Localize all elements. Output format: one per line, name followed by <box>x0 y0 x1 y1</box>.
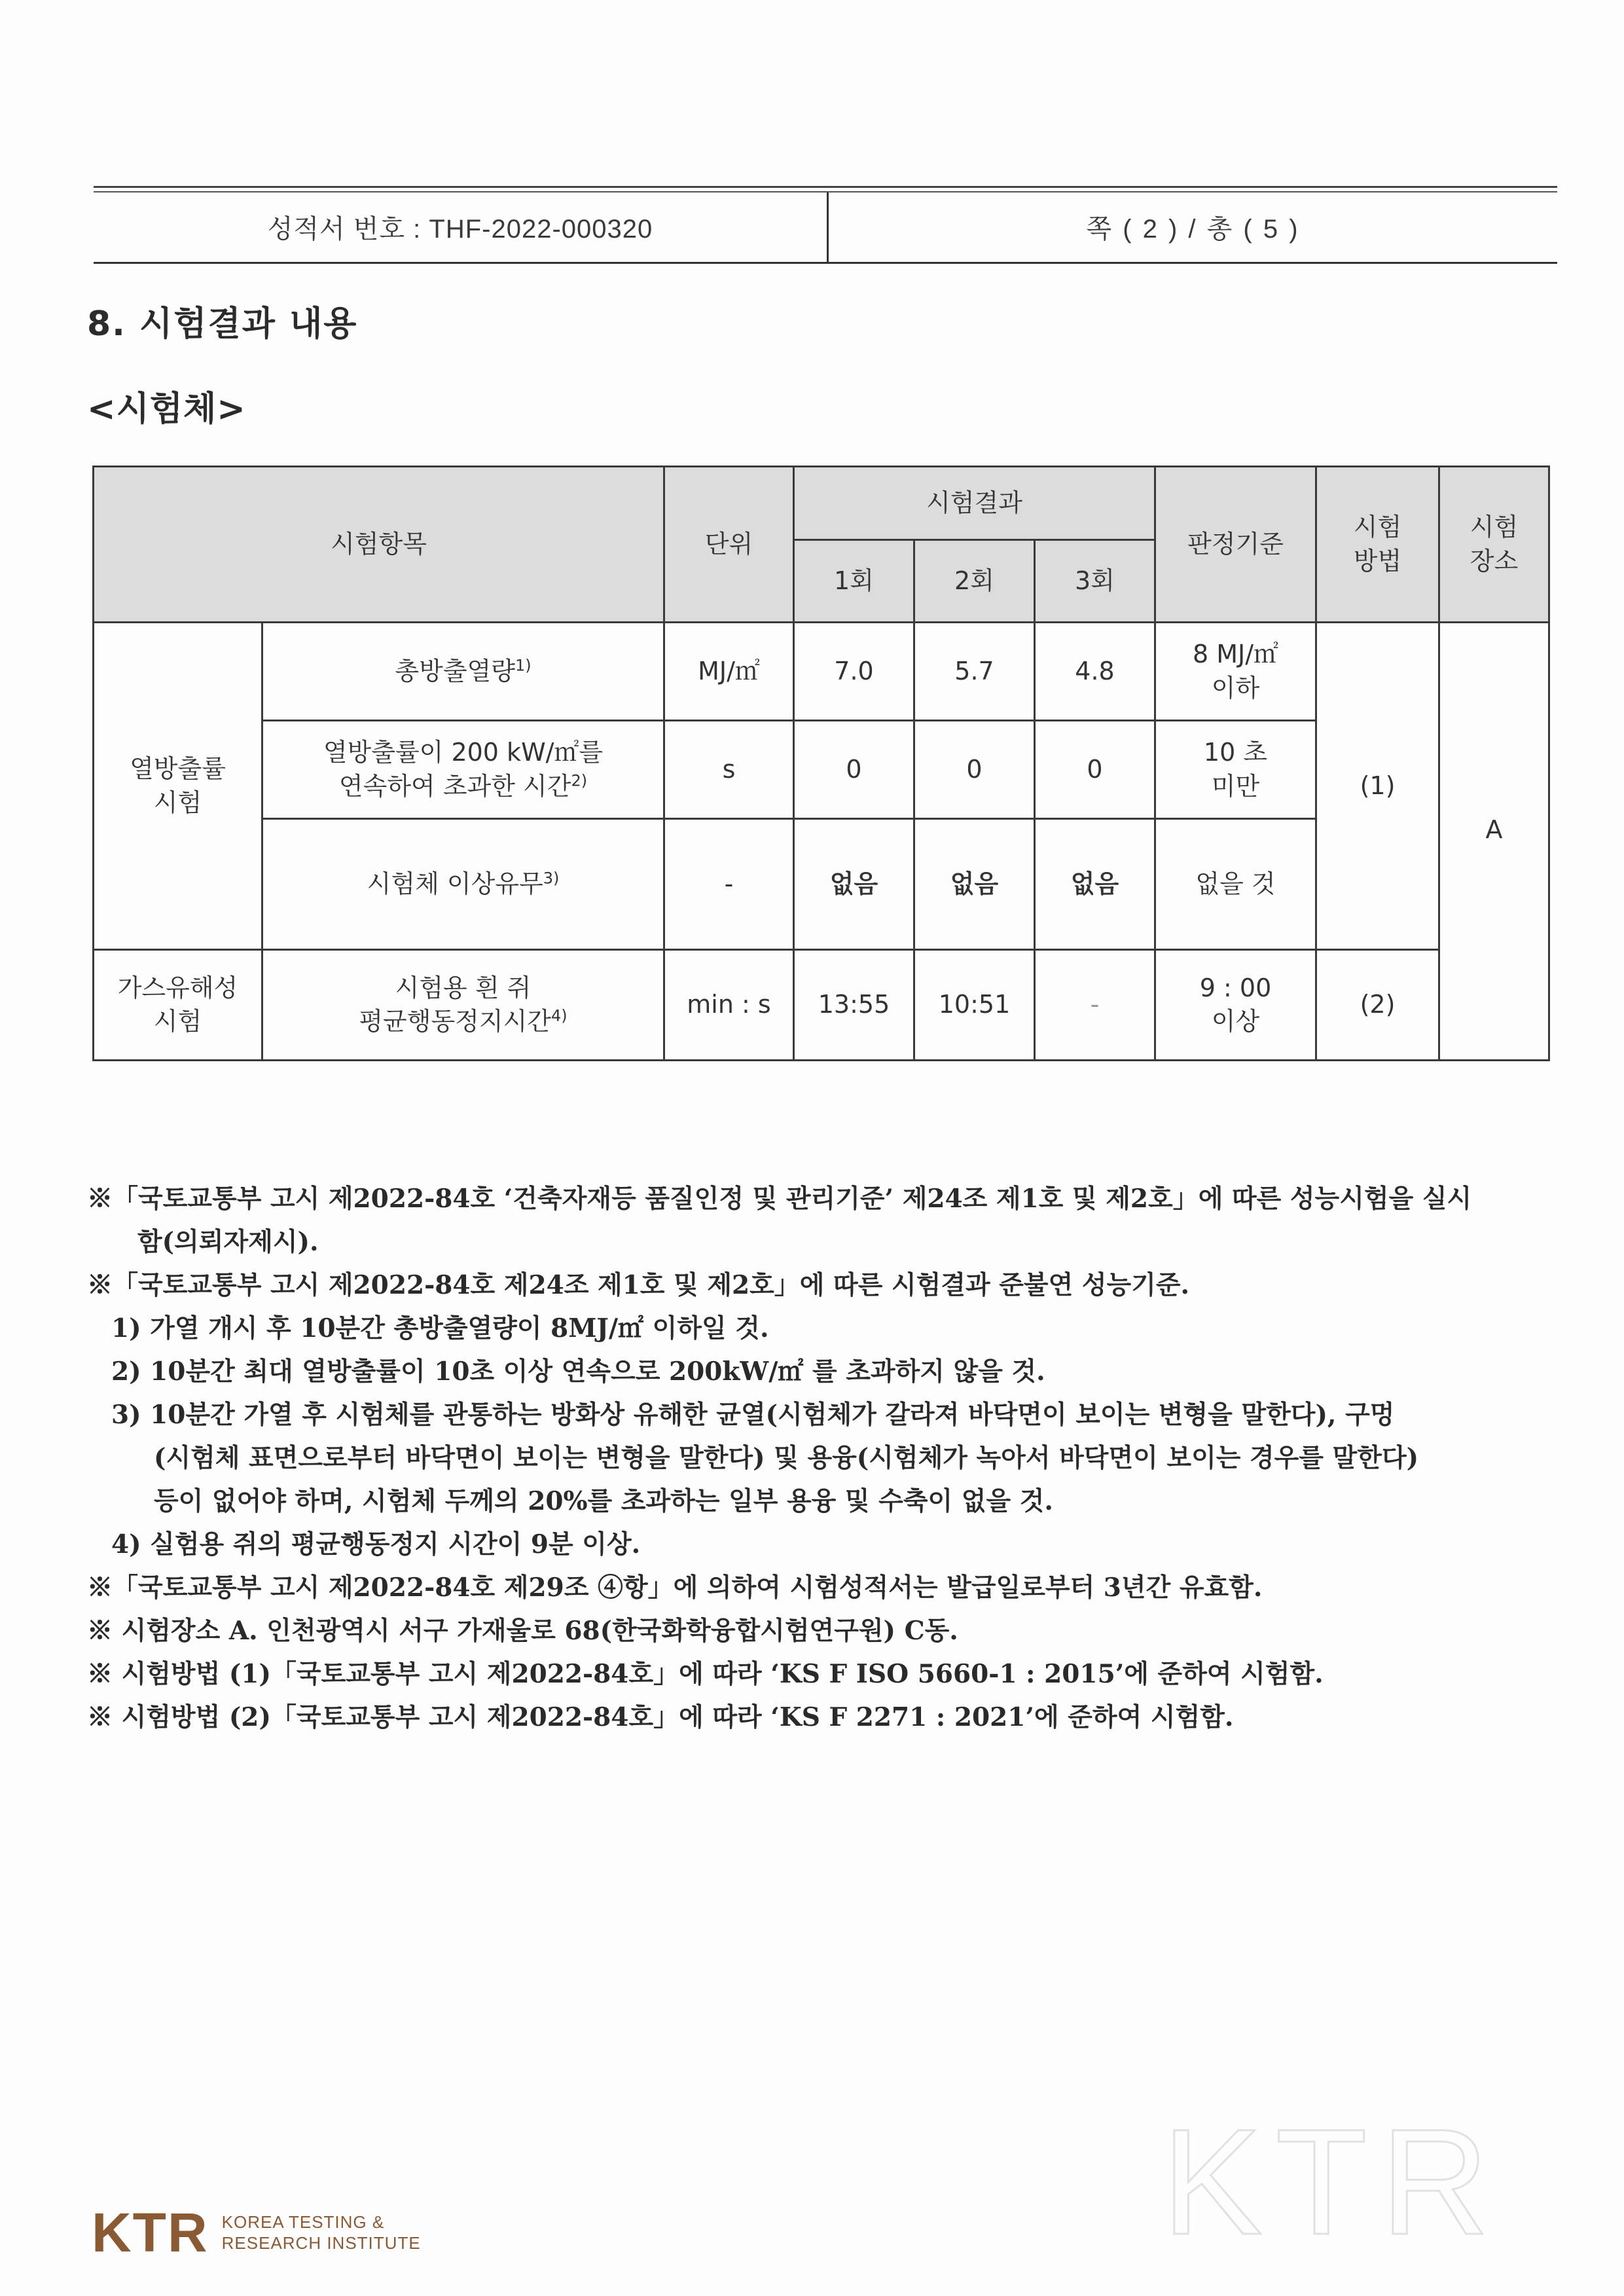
row-r2: 없음 <box>914 819 1035 950</box>
header-item: 시험항목 <box>94 467 664 623</box>
note-line: ※「국토교통부 고시 제2022-84호 ‘건축자재등 품질인정 및 관리기준’ 제24조 제1호 및 제2호」에 따른 성능시험을 실시 <box>87 1184 1472 1214</box>
header-rule-top-inner <box>94 191 1557 192</box>
row-r3: 없음 <box>1035 819 1155 950</box>
row-r2: 5.7 <box>914 623 1035 721</box>
row-item-text: 열방출률이 200 kW/㎡를 연속하여 초과한 시간 <box>323 738 604 801</box>
embossed-watermark: KTR <box>1162 2098 1502 2266</box>
note-line: ※「국토교통부 고시 제2022-84호 제29조 ④항」에 의하여 시험성적서는 발급일로부터 3년간 유효함. <box>87 1573 1263 1603</box>
logo-line2: RESEARCH INSTITUTE <box>221 2233 421 2253</box>
row-item-text: 시험체 이상유무 <box>367 869 543 898</box>
table-row <box>94 950 1549 1061</box>
header-criteria: 판정기준 <box>1155 467 1316 623</box>
group-gas-toxicity: 가스유해성 시험 <box>94 950 262 1061</box>
row-item-text: 시험용 흰 쥐 평균행동정지시간 <box>359 973 552 1036</box>
row-r1: 없음 <box>794 819 914 950</box>
row-r3: 0 <box>1035 721 1155 819</box>
header-method: 시험 방법 <box>1316 467 1439 623</box>
row-criteria: 없을 것 <box>1155 819 1316 950</box>
row-r3: 4.8 <box>1035 623 1155 721</box>
method-1: (1) <box>1316 623 1439 950</box>
footnote-mark: 3) <box>543 869 560 888</box>
note-line: ※ 시험방법 (1)「국토교통부 고시 제2022-84호」에 따라 ‘KS F ISO 5660-1 : 2015’에 준하여 시험함. <box>87 1659 1324 1689</box>
note-line: 1) 가열 개시 후 10분간 총방출열량이 8MJ/㎡ 이하일 것. <box>111 1313 769 1343</box>
note-line: 등이 없어야 하며, 시험체 두께의 20%를 초과하는 일부 용융 및 수축이 없을 것. <box>154 1486 1053 1516</box>
logo-line1: KOREA TESTING & <box>221 2212 385 2232</box>
note-line: ※「국토교통부 고시 제2022-84호 제24조 제1호 및 제2호」에 따른 시험결과 준불연 성능기준. <box>87 1270 1190 1300</box>
subsection-title: <시험체> <box>87 390 246 429</box>
footnote-mark: 2) <box>571 771 588 790</box>
row-r1: 13:55 <box>794 950 914 1061</box>
header-unit: 단위 <box>664 467 794 623</box>
footnote-mark: 1) <box>514 656 532 675</box>
row-item-text: 총방출열량 <box>395 656 515 685</box>
header-place: 시험 장소 <box>1439 467 1549 623</box>
section-title: 8. 시험결과 내용 <box>87 304 358 344</box>
row-r3: - <box>1035 950 1155 1061</box>
header-results: 시험결과 <box>794 467 1155 540</box>
row-unit: - <box>664 819 794 950</box>
page-indicator: 쪽 ( 2 ) / 총 ( 5 ) <box>1086 215 1300 244</box>
row-item <box>262 819 664 950</box>
footnote-mark: 4) <box>551 1006 568 1025</box>
logo-text <box>222 2212 421 2254</box>
test-place: A <box>1439 623 1549 1061</box>
row-unit: s <box>664 721 794 819</box>
row-item <box>262 623 664 721</box>
header-run3: 3회 <box>1035 540 1155 623</box>
row-unit: MJ/㎡ <box>664 623 794 721</box>
note-line: 3) 10분간 가열 후 시험체를 관통하는 방화상 유해한 균열(시험체가 갈라져 바닥면이 보이는 변형을 말한다), 구멍 <box>111 1400 1395 1430</box>
row-criteria: 8 MJ/㎡ 이하 <box>1155 623 1316 721</box>
header-rule-bottom <box>94 262 1557 264</box>
report-number: 성적서 번호 : THF-2022-000320 <box>267 215 653 244</box>
row-item <box>262 950 664 1061</box>
row-item <box>262 721 664 819</box>
row-r1: 7.0 <box>794 623 914 721</box>
header-run1: 1회 <box>794 540 914 623</box>
results-table <box>92 465 1550 1061</box>
note-line: ※ 시험장소 A. 인천광역시 서구 가재울로 68(한국화학융합시험연구원) C동. <box>87 1616 958 1646</box>
table-row <box>94 623 1549 721</box>
row-criteria: 9 : 00 이상 <box>1155 950 1316 1061</box>
row-criteria: 10 초 미만 <box>1155 721 1316 819</box>
note-line: (시험체 표면으로부터 바닥면이 보이는 변형을 말한다) 및 용융(시험체가 녹아서 바닥면이 보이는 경우를 말한다) <box>154 1443 1419 1473</box>
header-rule-top <box>94 186 1557 188</box>
method-2: (2) <box>1316 950 1439 1061</box>
note-line: ※ 시험방법 (2)「국토교통부 고시 제2022-84호」에 따라 ‘KS F 2271 : 2021’에 준하여 시험함. <box>87 1702 1234 1732</box>
note-line: 4) 실험용 쥐의 평균행동정지 시간이 9분 이상. <box>111 1529 641 1559</box>
row-r1: 0 <box>794 721 914 819</box>
note-line: 함(의뢰자제시). <box>137 1227 319 1257</box>
logo-mark: KTR <box>92 2202 209 2263</box>
note-line: 2) 10분간 최대 열방출률이 10초 이상 연속으로 200kW/㎡ 를 초과하지 않을 것. <box>111 1357 1045 1387</box>
group-heat-release: 열방출률 시험 <box>94 623 262 950</box>
row-r2: 10:51 <box>914 950 1035 1061</box>
header-run2: 2회 <box>914 540 1035 623</box>
row-unit: min : s <box>664 950 794 1061</box>
ktr-logo <box>92 2202 421 2263</box>
row-r2: 0 <box>914 721 1035 819</box>
